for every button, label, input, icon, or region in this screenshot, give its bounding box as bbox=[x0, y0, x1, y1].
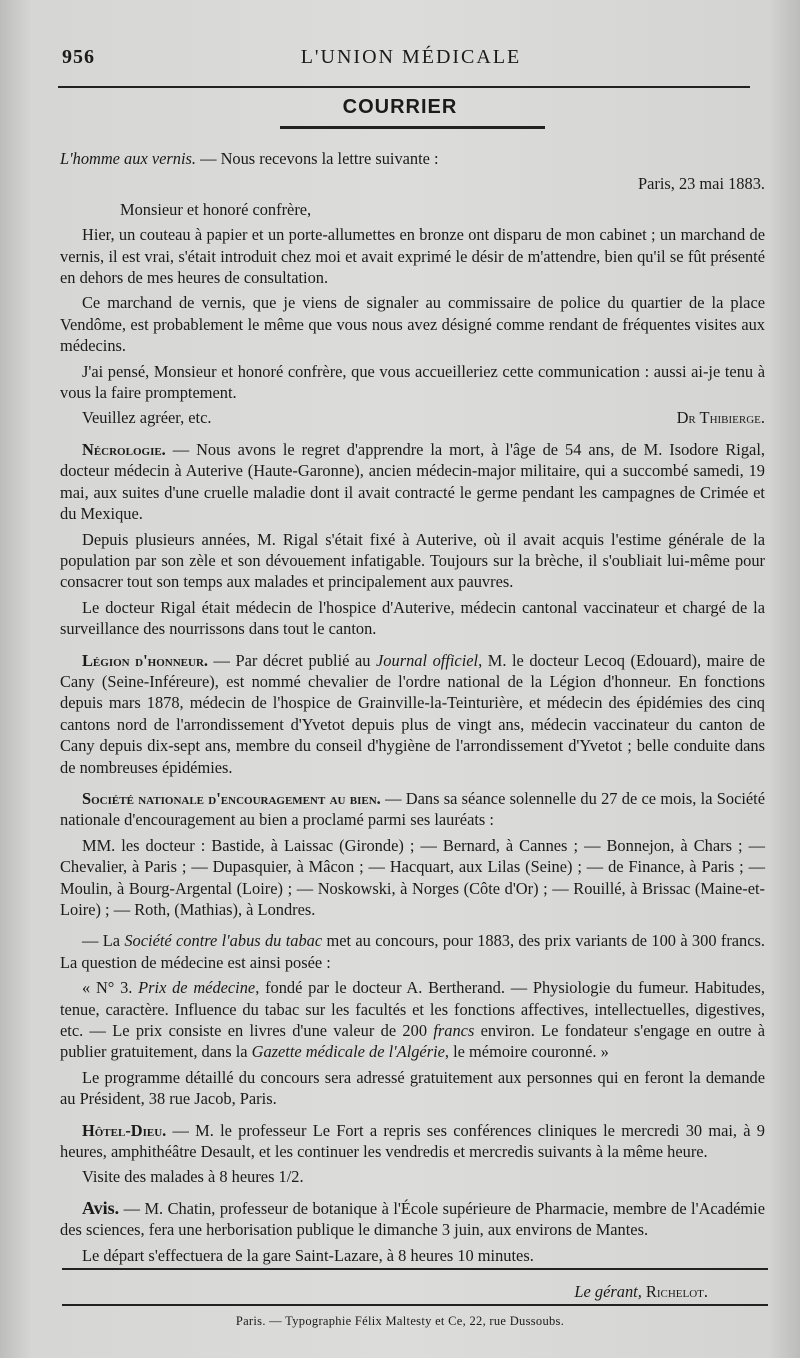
tabac-paragraph-1 bbox=[60, 930, 765, 973]
legion-text-a: — Par décret publié au bbox=[207, 650, 377, 670]
title-underline bbox=[280, 126, 545, 129]
tabac-paragraph-3: Le programme détaillé du concours sera adressé gratuitement aux personnes qui en feront la demande au Président, 38 rue Jacob, Paris. bbox=[60, 1067, 765, 1109]
avis-paragraph-1 bbox=[60, 1198, 765, 1241]
gerant-name: Richelot. bbox=[641, 1282, 708, 1301]
hotel-dieu-paragraph-1 bbox=[60, 1120, 765, 1163]
legion-paragraph bbox=[60, 650, 765, 778]
tabac-francs: francs bbox=[433, 1021, 475, 1041]
letter-date: Paris, 23 mai 1883. bbox=[637, 174, 765, 194]
tabac-text-a: — La bbox=[82, 931, 125, 951]
tabac-quote-d: , le mémoire couronné. » bbox=[444, 1042, 609, 1062]
letter-paragraph-2: Ce marchand de vernis, que je viens de signaler au commissaire de police du quartier de la place Vendôme, est probablement le même que vous nous avez désigné comme rendant de fréquentes visites aux médecins. bbox=[60, 293, 765, 356]
gerant-label: Le gérant, bbox=[574, 1282, 642, 1301]
letter-paragraph-1: Hier, un couteau à papier et un porte-allumettes en bronze ont disparu de mon cabinet ; un marchand de vernis, il est vrai, s'était introduit chez moi et avait exprimé le désir de m'attendre, bien qu'il se fût présenté en dehors de mes heures de consultation. bbox=[60, 225, 765, 288]
necrologie-paragraph-3: Le docteur Rigal était médecin de l'hospice d'Auterive, médecin cantonal vaccinateur et chargé de la surveillance des nourrissons dans tout le canton. bbox=[60, 597, 765, 639]
letter-paragraph-3: J'ai pensé, Monsieur et honoré confrère, que vous accueilleriez cette communication : aussi ai-je tenu à vous la faire promptement. bbox=[60, 361, 765, 403]
necrologie-label: Nécrologie. bbox=[82, 439, 166, 459]
header-rule bbox=[58, 86, 750, 88]
tabac-societe: Société contre l'abus du tabac bbox=[124, 931, 323, 951]
tabac-text-b: met au concours, pour 1883, des prix variants de 100 à 300 francs. La question de médecine est ainsi posée : bbox=[60, 931, 765, 972]
necrologie-paragraph-1 bbox=[60, 439, 765, 525]
article-body bbox=[60, 148, 765, 1270]
letter-closing-line bbox=[60, 407, 765, 428]
necrologie-text-1: — Nous avons le regret d'apprendre la mort, à l'âge de 54 ans, de M. Isodore Rigal, docteur médecin à Auterive (Haute-Garonne), ancien médecin-major militaire, qui a succombé samedi, 19 mai, aux suites d'une cruelle maladie dont il avait contracté le germe pendant les campagnes de Crimée et du Mexique. bbox=[60, 439, 765, 524]
letter-signature: Dr Thibierge. bbox=[676, 408, 765, 428]
letter-intro bbox=[60, 148, 765, 169]
societe-text-1: — Dans sa séance solennelle du 27 de ce mois, la Société nationale d'encouragement au bien a proclamé parmi ses lauréats : bbox=[60, 788, 765, 830]
societe-paragraph-1 bbox=[60, 788, 765, 831]
running-head bbox=[62, 46, 760, 72]
tabac-prix: Prix de médecine bbox=[138, 978, 256, 998]
avis-text-1: — M. Chatin, professeur de botanique à l'École supérieure de Pharmacie, membre de l'Académie des sciences, fera une herborisation publique le dimanche 3 juin, aux environs de Mantes. bbox=[60, 1198, 765, 1240]
legion-text-b: , M. le docteur Lecoq (Edouard), maire de Cany (Seine-Inféreure), est nommé chevalier de l'ordre national de la Légion d'honneur. En fonctions depuis mars 1878, médecin de l'hospice de Grainville-la-Teinturière, et médecin des épidémies des cinq cantons nord de l'arrondissement d'Yvetot depuis plus de vingt ans, médecin vaccinateur du canton de Cany depuis dix-sept ans, membre du conseil d'hygiène de l'arrondissement d'Yvetot ; belle conduite dans de nombreuses épidémies. bbox=[60, 650, 765, 777]
legion-label: Légion d'honneur. bbox=[82, 650, 208, 670]
hotel-dieu-text-1: — M. le professeur Le Fort a repris ses conférences cliniques le mercredi 30 mai, à 9 heures, amphithéâtre Desault, et les continuer les vendredis et mercredis suivants à la même heure. bbox=[60, 1120, 765, 1162]
letter-lead-label: L'homme aux vernis. bbox=[60, 149, 196, 168]
letter-salutation: Monsieur et honoré confrère, bbox=[120, 199, 312, 219]
avis-paragraph-2: Le départ s'effectuera de la gare Saint-Lazare, à 8 heures 10 minutes. bbox=[82, 1245, 534, 1265]
tabac-quote-b: , fondé par le docteur A. Bertherand. — Physiologie du fumeur. Habitudes, tenue, caractère. Influence du tabac sur les facultés et les fonctions affectives, intellectuelles, digestives, etc. — Le prix consiste en livres d'une valeur de 200 bbox=[60, 978, 765, 1041]
avis-label: Avis. bbox=[82, 1197, 120, 1218]
journal-title: L'UNION MÉDICALE bbox=[300, 46, 522, 68]
section-title: COURRIER bbox=[342, 96, 458, 118]
letter-lead-text: — Nous recevons la lettre suivante : bbox=[195, 149, 439, 168]
tabac-gazette: Gazette médicale de l'Algérie bbox=[251, 1042, 445, 1062]
hotel-dieu-paragraph-2: Visite des malades à 8 heures 1/2. bbox=[82, 1167, 304, 1187]
tabac-quote-a: « N° 3. bbox=[82, 978, 139, 998]
printer-imprint: Paris. — Typographie Félix Maltesty et Ce, 22, rue Dussoubs. bbox=[235, 1314, 565, 1328]
hotel-dieu-label: Hôtel-Dieu. bbox=[82, 1120, 167, 1140]
tabac-quote bbox=[60, 977, 765, 1063]
footer-rule-bottom bbox=[62, 1304, 768, 1306]
tabac-quote-c: environ. Le fondateur s'engage en outre à publier gratuitement, dans la bbox=[60, 1021, 765, 1062]
gerant-signature bbox=[574, 1282, 708, 1302]
necrologie-paragraph-2: Depuis plusieurs années, M. Rigal s'était fixé à Auterive, où il avait acquis l'estime générale de la population par son zèle et son dévouement infatigable. Toujours sur la brèche, il s'oubliait lui-même pour consacrer tout son temps aux malades et principalement aux pauvres. bbox=[60, 529, 765, 592]
page-number: 956 bbox=[62, 46, 95, 68]
letter-closing: Veuillez agréer, etc. bbox=[82, 408, 212, 428]
legion-journal: Journal officiel bbox=[376, 650, 479, 670]
footer-rule-top bbox=[62, 1268, 768, 1270]
societe-label: Société nationale d'encouragement au bien. bbox=[82, 788, 381, 808]
societe-paragraph-2: MM. les docteur : Bastide, à Laissac (Gironde) ; — Bernard, à Cannes ; — Bonnejon, à Chars ; — Chevalier, à Paris ; — Dupasquier, à Mâcon ; — Hacquart, aux Lilas (Seine) ; — de Finance, à Paris ; — Moulin, à Bourg-Argental (Loire) ; — Noskowski, à Norges (Côte d'Or) ; — Rouillé, à Brissac (Maine-et-Loire) ; — Roth, (Mathias), à Londres. bbox=[60, 835, 765, 919]
